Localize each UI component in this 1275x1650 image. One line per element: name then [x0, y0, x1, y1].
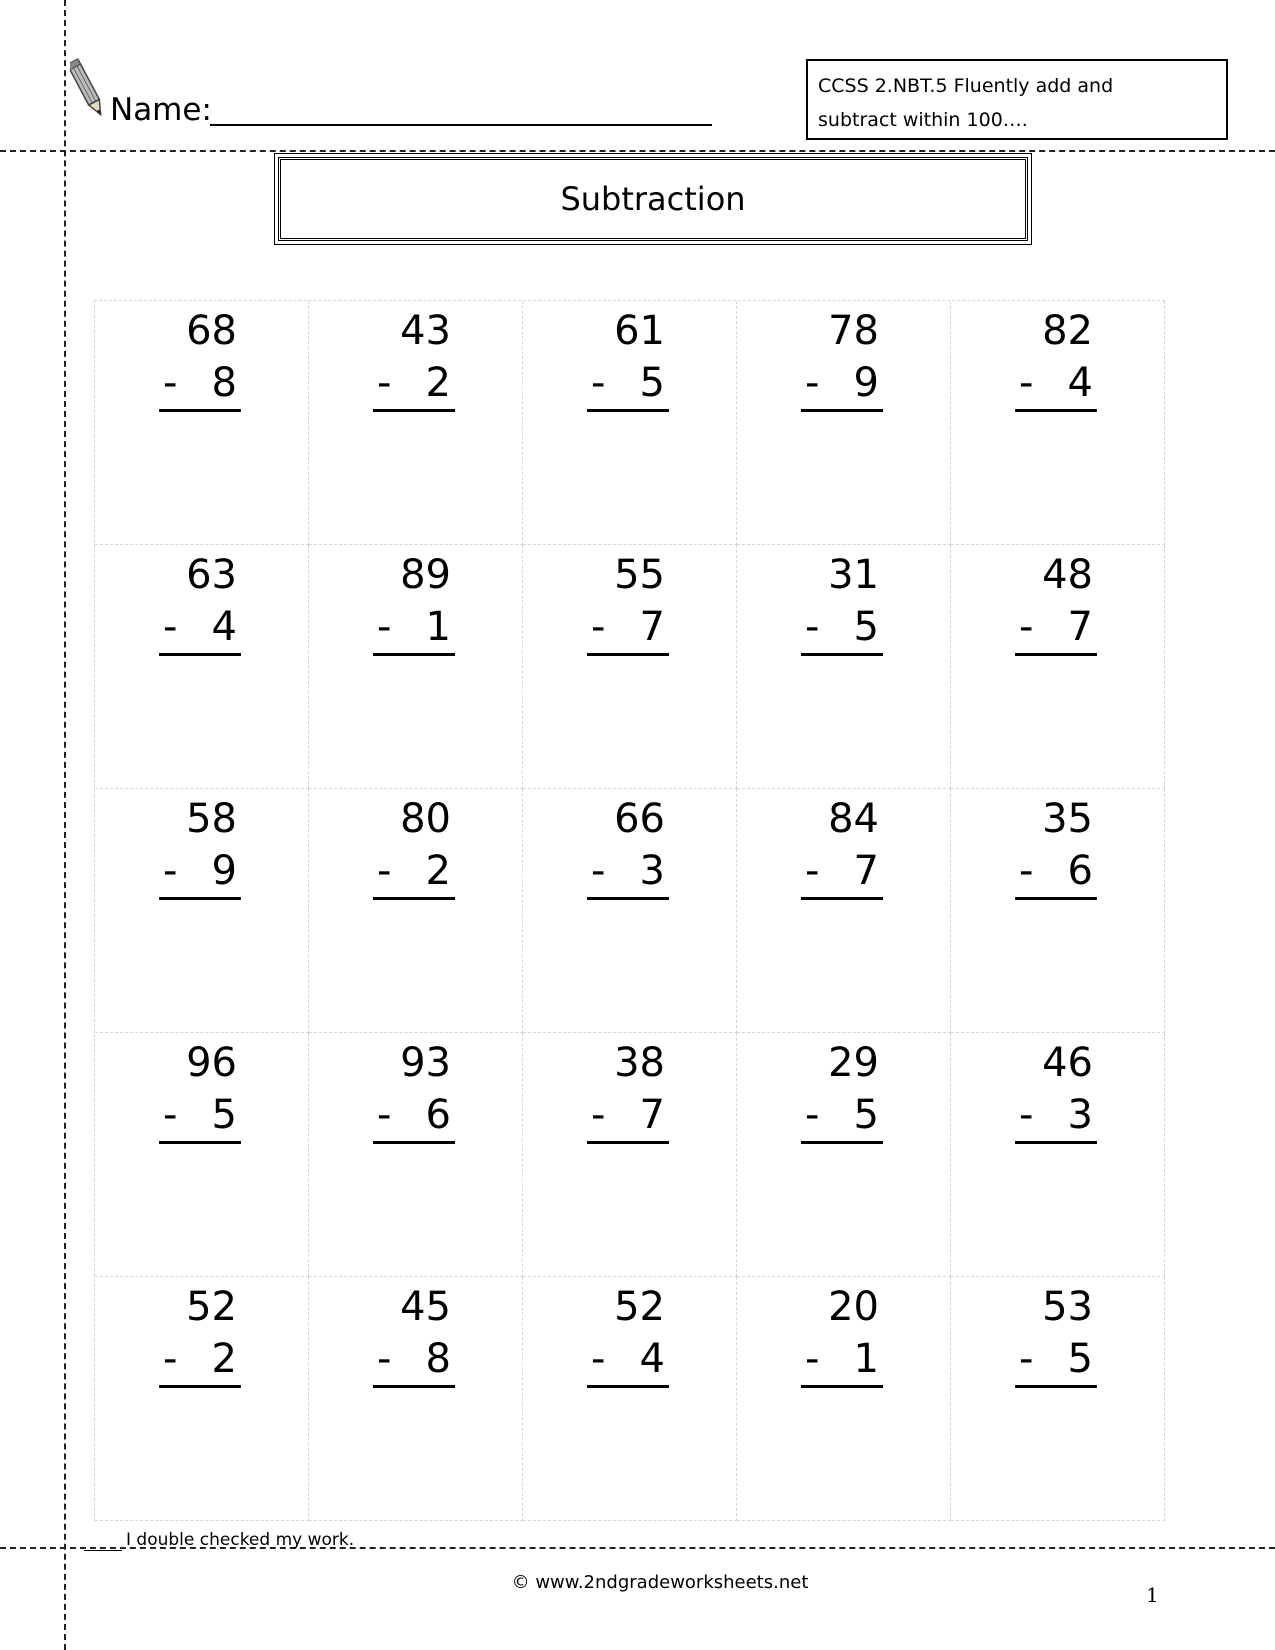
subtraction-problem	[159, 549, 241, 656]
minus-sign: -	[591, 1336, 606, 1382]
minuend: 38	[614, 1040, 665, 1086]
problem-cell	[95, 301, 309, 545]
standard-box	[806, 59, 1228, 140]
problem-cell	[523, 1033, 737, 1277]
problem-cell	[95, 545, 309, 789]
subtraction-problem	[587, 1281, 669, 1388]
problem-cell	[737, 301, 951, 545]
minuend: 78	[828, 308, 879, 354]
problem-cell	[309, 1033, 523, 1277]
subtraction-problem	[373, 1281, 455, 1388]
double-check-text: I double checked my work.	[126, 1530, 355, 1550]
subtrahend-row	[587, 357, 669, 412]
minus-sign: -	[1019, 360, 1034, 406]
minus-sign: -	[377, 1336, 392, 1382]
subtrahend-row	[801, 1089, 883, 1144]
subtraction-problem	[587, 305, 669, 412]
problem-cell	[95, 789, 309, 1033]
subtrahend: 3	[639, 848, 665, 894]
name-field[interactable]	[210, 124, 712, 126]
subtrahend: 7	[639, 604, 665, 650]
subtrahend-row	[159, 845, 241, 900]
subtraction-problem	[587, 549, 669, 656]
subtraction-problem	[159, 793, 241, 900]
minuend: 93	[400, 1040, 451, 1086]
subtraction-problem	[1015, 1281, 1097, 1388]
problem-cell	[951, 789, 1165, 1033]
problem-grid	[94, 300, 1165, 1521]
problem-cell	[523, 789, 737, 1033]
subtrahend-row	[373, 845, 455, 900]
minus-sign: -	[377, 360, 392, 406]
minus-sign: -	[591, 360, 606, 406]
copyright-text: © www.2ndgradeworksheets.net	[511, 1572, 809, 1593]
subtrahend-row	[373, 357, 455, 412]
minuend: 35	[1042, 796, 1093, 842]
subtrahend-row	[801, 1333, 883, 1388]
minus-sign: -	[163, 360, 178, 406]
subtraction-problem	[801, 305, 883, 412]
subtraction-problem	[801, 1281, 883, 1388]
subtraction-problem	[373, 793, 455, 900]
minuend: 89	[400, 552, 451, 598]
subtrahend-row	[801, 601, 883, 656]
minus-sign: -	[805, 1336, 820, 1382]
problem-cell	[309, 545, 523, 789]
minus-sign: -	[1019, 604, 1034, 650]
problem-cell	[309, 301, 523, 545]
subtraction-problem	[159, 1281, 241, 1388]
subtraction-problem	[1015, 793, 1097, 900]
problem-cell	[95, 1033, 309, 1277]
minuend: 52	[186, 1284, 237, 1330]
subtrahend-row	[159, 1089, 241, 1144]
subtrahend-row	[587, 845, 669, 900]
minus-sign: -	[591, 604, 606, 650]
problem-cell	[737, 1033, 951, 1277]
subtrahend-row	[159, 1333, 241, 1388]
subtraction-problem	[801, 793, 883, 900]
subtraction-problem	[587, 1037, 669, 1144]
subtrahend-row	[1015, 601, 1097, 656]
pencil-icon	[70, 56, 104, 122]
problem-cell	[523, 301, 737, 545]
subtrahend-row	[373, 1089, 455, 1144]
minus-sign: -	[1019, 848, 1034, 894]
minuend: 31	[828, 552, 879, 598]
minuend: 46	[1042, 1040, 1093, 1086]
subtrahend: 1	[853, 1336, 879, 1382]
subtrahend-row	[587, 1089, 669, 1144]
subtrahend: 6	[1067, 848, 1093, 894]
minus-sign: -	[805, 360, 820, 406]
subtrahend: 5	[853, 604, 879, 650]
page-number: 1	[1146, 1583, 1159, 1607]
subtrahend: 8	[425, 1336, 451, 1382]
subtraction-problem	[1015, 549, 1097, 656]
problem-cell	[95, 1277, 309, 1521]
minus-sign: -	[591, 848, 606, 894]
minuend: 82	[1042, 308, 1093, 354]
subtrahend-row	[801, 845, 883, 900]
subtrahend: 5	[1067, 1336, 1093, 1382]
subtrahend: 2	[425, 848, 451, 894]
subtrahend-row	[159, 601, 241, 656]
subtrahend-row	[801, 357, 883, 412]
subtrahend: 9	[211, 848, 237, 894]
top-cut-line	[0, 150, 1275, 152]
subtrahend-row	[1015, 357, 1097, 412]
subtraction-problem	[801, 1037, 883, 1144]
problem-cell	[951, 301, 1165, 545]
double-check-blank[interactable]	[84, 1530, 122, 1551]
subtraction-problem	[373, 305, 455, 412]
problem-cell	[309, 1277, 523, 1521]
minuend: 84	[828, 796, 879, 842]
standard-text-line2: subtract within 100….	[818, 109, 1028, 131]
subtrahend-row	[373, 1333, 455, 1388]
minus-sign: -	[163, 848, 178, 894]
subtraction-problem	[373, 549, 455, 656]
minuend: 29	[828, 1040, 879, 1086]
minuend: 48	[1042, 552, 1093, 598]
minuend: 53	[1042, 1284, 1093, 1330]
minuend: 66	[614, 796, 665, 842]
subtrahend: 5	[639, 360, 665, 406]
subtrahend: 2	[425, 360, 451, 406]
minuend: 43	[400, 308, 451, 354]
minuend: 58	[186, 796, 237, 842]
minus-sign: -	[163, 1092, 178, 1138]
subtrahend-row	[587, 601, 669, 656]
subtrahend: 9	[853, 360, 879, 406]
subtraction-problem	[373, 1037, 455, 1144]
problem-cell	[523, 545, 737, 789]
problem-cell	[951, 545, 1165, 789]
minus-sign: -	[805, 848, 820, 894]
subtrahend: 2	[211, 1336, 237, 1382]
minuend: 80	[400, 796, 451, 842]
subtrahend: 8	[211, 360, 237, 406]
standard-text-line1: CCSS 2.NBT.5 Fluently add and	[818, 75, 1114, 97]
subtraction-problem	[1015, 1037, 1097, 1144]
subtrahend: 1	[425, 604, 451, 650]
problem-cell	[951, 1033, 1165, 1277]
minuend: 63	[186, 552, 237, 598]
subtrahend: 4	[639, 1336, 665, 1382]
subtrahend: 7	[853, 848, 879, 894]
problem-cell	[523, 1277, 737, 1521]
subtrahend: 7	[1067, 604, 1093, 650]
minuend: 55	[614, 552, 665, 598]
minus-sign: -	[377, 604, 392, 650]
minuend: 20	[828, 1284, 879, 1330]
subtraction-problem	[1015, 305, 1097, 412]
subtraction-problem	[159, 305, 241, 412]
minus-sign: -	[591, 1092, 606, 1138]
page-title: Subtraction	[278, 157, 1028, 241]
minus-sign: -	[805, 1092, 820, 1138]
minuend: 96	[186, 1040, 237, 1086]
double-check-line	[84, 1530, 354, 1551]
vertical-cut-line	[64, 0, 66, 1650]
subtrahend-row	[1015, 845, 1097, 900]
subtrahend: 4	[1067, 360, 1093, 406]
subtrahend-row	[373, 601, 455, 656]
subtrahend-row	[1015, 1089, 1097, 1144]
minus-sign: -	[377, 848, 392, 894]
subtrahend: 7	[639, 1092, 665, 1138]
minus-sign: -	[1019, 1092, 1034, 1138]
name-label: Name:	[110, 92, 212, 128]
problem-cell	[737, 1277, 951, 1521]
minuend: 52	[614, 1284, 665, 1330]
subtrahend: 5	[211, 1092, 237, 1138]
problem-cell	[951, 1277, 1165, 1521]
subtrahend: 5	[853, 1092, 879, 1138]
subtrahend: 6	[425, 1092, 451, 1138]
subtrahend-row	[1015, 1333, 1097, 1388]
minus-sign: -	[163, 604, 178, 650]
minus-sign: -	[377, 1092, 392, 1138]
subtraction-problem	[159, 1037, 241, 1144]
minus-sign: -	[805, 604, 820, 650]
problem-cell	[737, 789, 951, 1033]
problem-cell	[309, 789, 523, 1033]
subtraction-problem	[801, 549, 883, 656]
minuend: 45	[400, 1284, 451, 1330]
subtraction-problem	[587, 793, 669, 900]
subtrahend: 3	[1067, 1092, 1093, 1138]
problem-cell	[737, 545, 951, 789]
minuend: 68	[186, 308, 237, 354]
minus-sign: -	[1019, 1336, 1034, 1382]
subtrahend-row	[159, 357, 241, 412]
subtrahend: 4	[211, 604, 237, 650]
minus-sign: -	[163, 1336, 178, 1382]
minuend: 61	[614, 308, 665, 354]
subtrahend-row	[587, 1333, 669, 1388]
